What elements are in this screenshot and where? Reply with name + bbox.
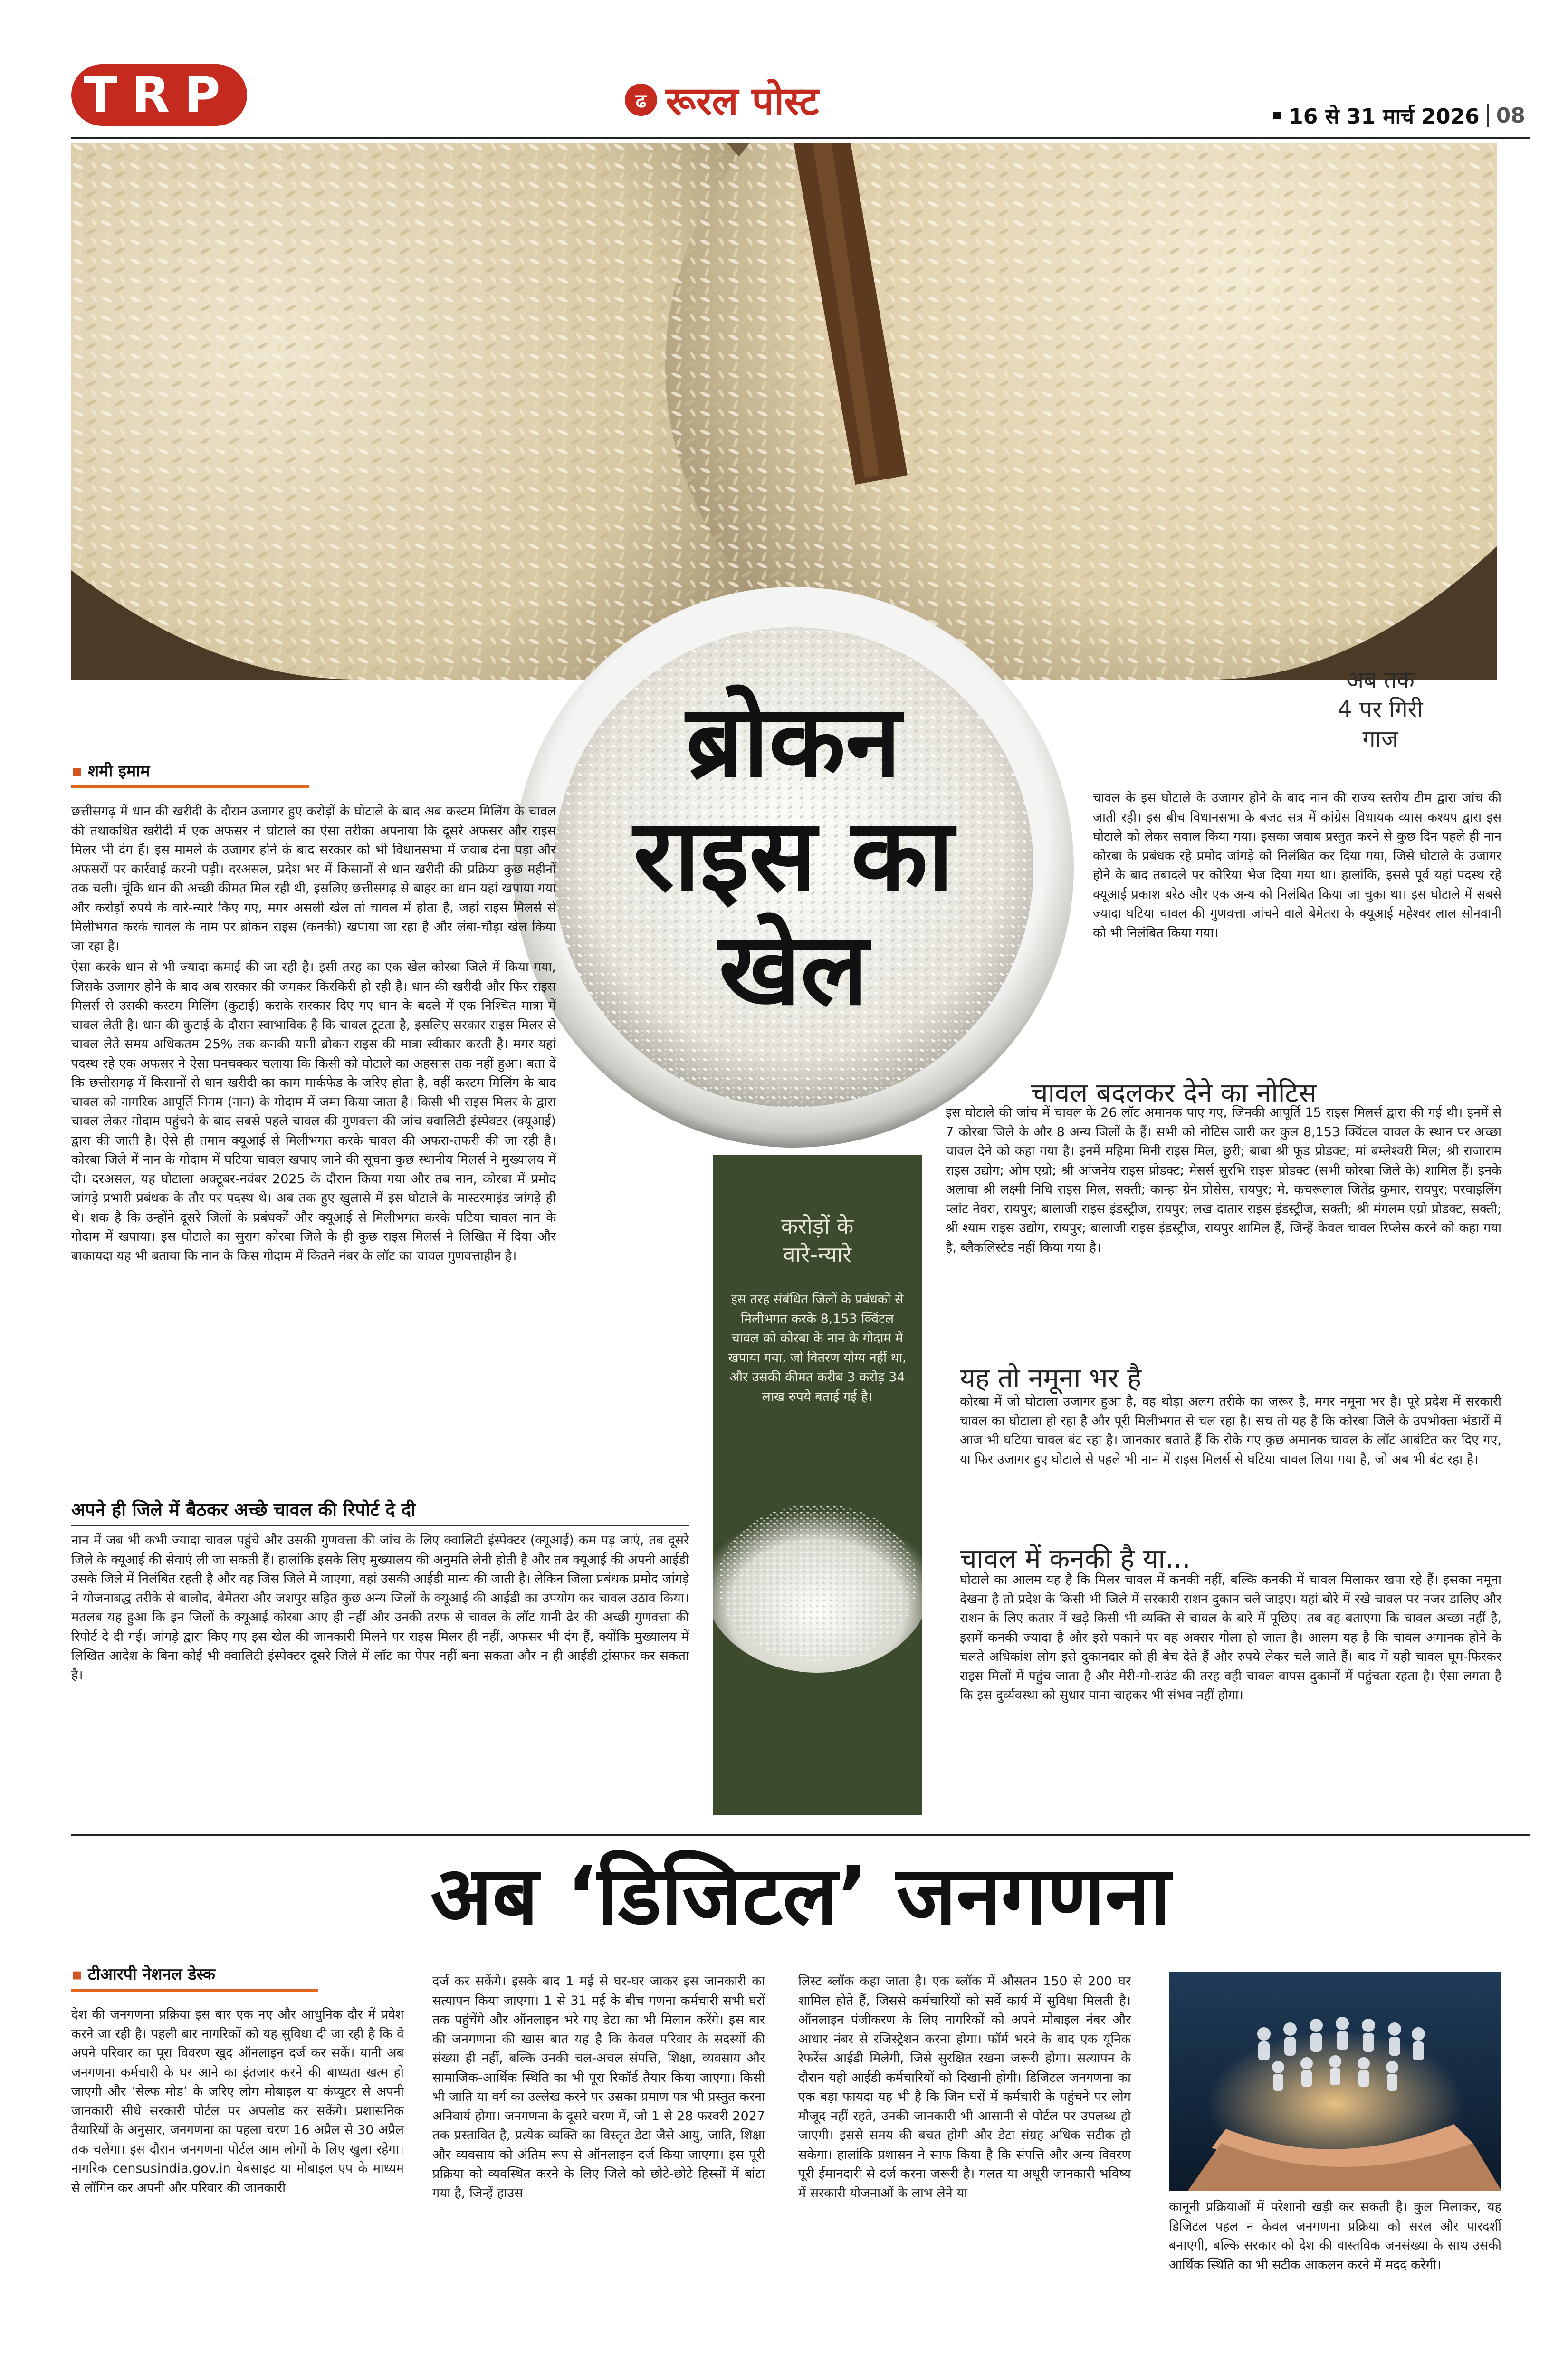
story2-col-4: कानूनी प्रक्रियाओं में परेशानी खड़ी कर सकती है। कुल मिलाकर, यह डिजिटल पहल न केवल जनगणना प्रक्रिया को सरल और पारदर्शी बनाएगी, बल्कि सरकार को देश की वास्तविक जनसंख्या के साथ उसकी आर्थिक स्थिति का भी सटीक आकलन करने में मदद करेगी। (1169, 2200, 1501, 2272)
paragraph: नान में जब भी कभी ज्यादा चावल पहुंचे और उसकी गुणवत्ता की जांच के लिए क्वालिटी इंस्पेक्टर (क्यूआई) कम पड़ जाएं, तब दूसरे जिले के क्यूआई की सेवाएं ली जा सकती हैं। हालांकि इसके लिए मुख्यालय की अनुमति लेनी होती है और तब क्यूआई की अपनी आईडी उसके जिले में निलंबित रहती है और वह जिस जिले में जाएगा, वहां उसकी आईडी मान्य की जाती है। लेकिन जिला प्रबंधक प्रमोद जांगड़े ने योजनाबद्ध तरीके से बालोद, बेमेतरा और जशपुर सहित कुछ अन्य जिलों के क्यूआई की आईडी का उपयोग कर चावल उठाव किया। मतलब यह हुआ कि इन जिलों के क्यूआई कोरबा आए ही नहीं और उनकी तरफ से चावल के लॉट यानी ढेर की अच्छी गुणवत्ता की रिपोर्ट दे दी गई। जांगड़े द्वारा किए गए इस खेल की जानकारी मिलने पर राइस मिलर ही नहीं, अफसर भी दंग हैं, क्योंकि मुख्यालय में लिखित आदेश के बिना कोई भी क्वालिटी इंस्पेक्टर दूसरे जिले में लॉट का पेपर नहीं बना सकता और न ही आईडी ट्रांसफर कर सकता है। (71, 1533, 689, 1683)
sidebar-title-line-2: वारे-न्यारे (783, 1242, 851, 1267)
photo-caption-line-1: अब तक (1346, 667, 1415, 693)
masthead-rule (71, 137, 1530, 139)
photo-caption-line-2: 4 पर गिरी (1338, 696, 1423, 723)
story1-left-text-2 (71, 1531, 689, 1687)
subhead-rule (71, 1525, 689, 1526)
trp-logo-text: TRP (84, 66, 235, 124)
story2-col-1: देश की जनगणना प्रक्रिया इस बार एक नए और आधुनिक दौर में प्रवेश करने जा रही है। पहली बार नागरिकों को यह सुविधा दी जा रही है कि वे अपने परिवार का पूरा विवरण खुद ऑनलाइन दर्ज कर सकें। यानी अब जनगणना कर्मचारी के घर आने का इंतजार करने की बाध्यता खत्म हो जाएगी और ‘सेल्फ मोड’ के जरिए लोग मोबाइल या कंप्यूटर से अपनी जानकारी सीधे सरकारी पोर्टल पर अपलोड कर सकेंगे। प्रशासनिक तैयारियों के अनुसार, जनगणना का पहला चरण 16 अप्रैल से 30 अप्रैल तक चलेगा। इस दौरान जनगणना पोर्टल आम लोगों के लिए खुला रहेगा। नागरिक censusindia.gov.in वेबसाइट या मोबाइल एप के माध्यम से लॉगिन कर अपनी और परिवार की जानकारी (71, 2007, 404, 2195)
sidebar-title (713, 1212, 922, 1269)
paragraph: छत्तीसगढ़ में धान की खरीदी के दौरान उजागर हुए करोड़ों के घोटाले के बाद अब कस्टम मिलिंग के चावल की तथाकथित खरीदी में एक अफसर ने घोटाले का ऐसा तरीका अपनाया कि दूसरे अफसर और राइस मिलर भी दंग हैं। इस मामले के उजागर होने के बाद सरकार को भी विधानसभा में जवाब देना पड़ा और अफसरों पर कार्रवाई करनी पड़ी। दरअसल, प्रदेश भर में किसानों से धान खरीदी की प्रक्रिया कुछ महीनों तक चली। चूंकि धान की अच्छी कीमत मिल रही थी, इसलिए छत्तीसगढ़ से बाहर का धान यहां खपाया गया और करोड़ों रुपये के वारे-न्यारे किए गए, मगर असली खेल तो चावल में होता है, जहां राइस मिलर्स से मिलीभगत करके चावल के नाम पर ब्रोकन राइस (कनकी) खपाया जा रहा है और लंबा-चौड़ा खेल किया जा रहा है। (71, 804, 556, 954)
story1-right-intro (1093, 789, 1501, 945)
paragraph: ऐसा करके धान से भी ज्यादा कमाई की जा रही है। इसी तरह का एक खेल कोरबा जिले में किया गया, जिसके उजागर होने के बाद अब सरकार की जमकर किरकिरी हो रही है। धान की खरीदी और फिर राइस मिलर्स से उसकी कस्टम मिलिंग (कुटाई) कराके सरकार दिए गए धान के बदले में एक निश्चित मात्रा में चावल लेती है। धान की कुटाई के दौरान स्वाभाविक है कि चावल टूटता है, इसलिए सरकार राइस मिलर से चावल लेते समय अधिकतम 25% तक कनकी यानी ब्रोकन राइस की मात्रा स्वीकार करती है। मगर यहां पदस्थ रहे एक अफसर ने ऐसा घनचक्कर चलाया कि किसी को घोटाले का अहसास तक नहीं हुआ। बता दें कि छत्तीसगढ़ में किसानों से धान खरीदी का काम मार्कफेड के जरिए होता है, वहीं कस्टम मिलिंग के बाद चावल को नागरिक आपूर्ति निगम (नान) के गोदाम में जमा किया जाता है। किसी भी राइस मिलर के द्वारा चावल लेकर गोदाम पहुंचने के बाद सबसे पहले चावल की गुणवत्ता की जांच क्वालिटी इंस्पेक्टर (क्यूआई) द्वारा की जाती है। ऐसे ही तमाम क्यूआई से मिलीभगत करके चावल की अफरा-तफरी की जा रही है। कोरबा जिले में नान के गोदाम में घटिया चावल खपाए जाने की सूचना कुछ स्थानीय मिलर्स ने मुख्यालय में दी। दरअसल, यह घोटाला अक्टूबर-नवंबर 2025 के दौरान किया गया और तब नान, कोरबा में प्रमोद जांगड़े प्रभारी प्रबंधक के तौर पर पदस्थ थे। अब तक हुए खुलासे में इस घोटाले के मास्टरमाइंड जांगड़े ही थे। शक है कि उन्होंने दूसरे जिलों के प्रबंधकों और क्यूआई से मिलीभगत करके घटिया चावल नान के गोदाम में खपाया। इस घोटाले का सुराग कोरबा जिले के ही कुछ राइस मिलर्स ने लिखित में दिया और बाकायदा यह भी बताया कि नान के किस गोदाम में कितने नंबर के लॉट का चावल गुणवत्ताहीन है। (71, 960, 556, 1264)
story1-right-text-2 (960, 1392, 1501, 1471)
trp-logo-badge (71, 64, 247, 126)
bullet-icon: ▪ (71, 1965, 83, 1984)
publication-name: रूरल पोस्ट (666, 79, 819, 124)
sidebar-box (713, 1155, 922, 1815)
issue-info (1216, 99, 1525, 132)
byline-rule (71, 1989, 318, 1992)
paragraph: चावल के इस घोटाले के उजागर होने के बाद नान की राज्य स्तरीय टीम द्वारा जांच की जाती रही। इस बीच विधानसभा के बजट सत्र में कांग्रेस विधायक व्यास कश्यप द्वारा इस घोटाले को लेकर सवाल किया गया। इसका जवाब प्रस्तुत करने से कुछ दिन पहले ही नान कोरबा के प्रबंधक रहे प्रमोद जांगड़े को निलंबित कर दिया गया, जिसे घोटाले के उजागर होने के बाद तबादले पर कोरिया भेज दिया गया था। हालांकि, इससे पूर्व यहां पदस्थ रहे क्यूआई प्रकाश बरेठ और एक अन्य को निलंबित किया जा चुका था। इस घोटाले में सबसे ज्यादा घटिया चावल की गुणवत्ता जांचने वाले बेमेतरा के क्यूआई महेश्वर लाल सोनवानी को भी निलंबित किया गया। (1093, 791, 1501, 940)
story2-byline (71, 1963, 432, 1992)
subhead-text: यह तो नमूना भर है (960, 1363, 1142, 1394)
bullet-icon (1273, 112, 1281, 119)
story1-right-text-1 (946, 1103, 1501, 1259)
story1-left-subhead (71, 1497, 689, 1526)
masthead (0, 0, 1568, 138)
subhead-text: अपने ही जिले में बैठकर अच्छे चावल की रिपोर्ट दे दी (71, 1499, 416, 1520)
census-photo (1169, 1972, 1501, 2191)
byline-rule (71, 785, 309, 788)
story2-col-3: लिस्ट ब्लॉक कहा जाता है। एक ब्लॉक में औसतन 150 से 200 घर शामिल होते हैं, जिससे कर्मचारियों को सर्वे कार्य में सुविधा मिलती है। ऑनलाइन पंजीकरण के लिए नागरिकों को अपने मोबाइल नंबर और आधार नंबर से रजिस्ट्रेशन करना होगा। फॉर्म भरने के बाद एक यूनिक रेफरेंस आईडी मिलेगी, जिसे सुरक्षित रखना जरूरी होगा। सत्यापन के दौरान यही आईडी कर्मचारियों को दिखानी होगी। डिजिटल जनगणना का एक बड़ा फायदा यह भी है कि जिन घरों में कर्मचारी के पहुंचने पर लोग मौजूद नहीं रहते, उनकी जानकारी भी आसानी से पोर्टल पर उपलब्ध हो जाएगी। इससे समय की बचत होगी और डेटा संग्रह अधिक सटीक हो सकेगा। हालांकि प्रशासन ने साफ किया है कि संपत्ति और अन्य विवरण पूरी ईमानदारी से दर्ज करना जरूरी है। गलत या अधूरी जानकारी भविष्य में सरकारी योजनाओं के लाभ लेने या (798, 1974, 1131, 2201)
sidebar-title-line-1: करोड़ों के (781, 1213, 854, 1239)
issue-divider (1487, 104, 1489, 127)
story2-col-2: दर्ज कर सकेंगे। इसके बाद 1 मई से घर-घर जाकर इस जानकारी का सत्यापन किया जाएगा। 1 से 31 मई के बीच गणना कर्मचारी सभी घरों तक पहुंचेंगे और ऑनलाइन भरे गए डेटा का भी मिलान करेंगे। इस बार की जनगणना की खास बात यह है कि केवल परिवार के सदस्यों की संख्या ही नहीं, बल्कि उनकी चल-अचल संपत्ति, शिक्षा, व्यवसाय और सामाजिक-आर्थिक स्थिति का भी पूरा रिकॉर्ड तैयार किया जाएगा। किसी भी जाति या वर्ग का उल्लेख करने पर उसका प्रमाण पत्र भी प्रस्तुत करना अनिवार्य होगा। जनगणना के दूसरे चरण में, जो 1 से 28 फरवरी 2027 तक प्रस्तावित है, प्रत्येक व्यक्ति का विस्तृत डेटा जैसे आयु, जाति, शिक्षा और व्यवसाय को अंतिम रूप से ऑनलाइन दर्ज किया जाएगा। इस पूरी प्रक्रिया को व्यवस्थित करने के लिए जिले को छोटे-छोटे हिस्सों में बांटा गया है, जिन्हें हाउस (432, 1974, 765, 2201)
publication-title[interactable] (625, 71, 957, 128)
story1-headline (542, 684, 1045, 1026)
story1-left-text (71, 802, 556, 1268)
issue-date: 16 से 31 मार्च 2026 (1289, 105, 1480, 129)
paragraph: घोटाले का आलम यह है कि मिलर चावल में कनकी नहीं, बल्कि कनकी में चावल मिलाकर खपा रहे हैं। इसका नमूना देखना है तो प्रदेश के किसी भी जिले में सरकारी राशन दुकान चले जाइए। यहां बोरे में रखे चावल पर नजर डालिए और राशन के लिए कतार में खड़े किसी भी व्यक्ति से चावल के बारे में पूछिए। तब वह बताएगा कि चावल अच्छा नहीं है, इसमें कनकी ज्यादा है और इसे पकाने पर वह अक्सर गीला हो जाता है। आलम यह है कि चावल अमानक होने के चलते अधिकांश लोग इसे दुकानदार को ही बेच देते हैं और रुपये लेकर चले जाते हैं। बाद में यही चावल घूम-फिरकर राइस मिलों में पहुंच जाता है और मेरी-गो-राउंड की तरह वही चावल वापस दुकानों में पहुंचता रहता है। ऐसा लगता है कि इस दुर्व्यवस्था को सुधार पाना चाहकर भी संभव नहीं होगा। (960, 1572, 1501, 1703)
paragraph: इस घोटाले की जांच में चावल के 26 लॉट अमानक पाए गए, जिनकी आपूर्ति 15 राइस मिलर्स द्वारा की गई थी। इनमें से 7 कोरबा जिले के और 8 अन्य जिलों के हैं। सभी को नोटिस जारी कर कुल 8,153 क्विंटल चावल के स्थान पर अच्छा चावल देने को कहा गया है। इनमें महिमा मिनी राइस मिल, छुरी; बाबा श्री फूड प्रोडक्ट; मां बम्लेश्वरी मिल; श्री राजाराम राइस उद्योग; ओम एग्रो; श्री आंजनेय राइस प्रोडक्ट; मेसर्स सुरभि राइस प्रोडक्ट (सभी कोरबा जिले के) शामिल हैं। इनके अलावा श्री लक्ष्मी निधि राइस मिल, सक्ती; कान्हा ग्रेन प्रोसेस, रायपुर; मे. कचरूलाल जितेंद्र कुमार, रायपुर; परवाइलिंग प्लांट नेवरा, रायपुर; बालाजी राइस इंडस्ट्रीज, रायपुर; लख दातार राइस इंडस्ट्रीज, सक्ती; श्री मंगलम एग्रो प्रोडक्ट, सक्ती; श्री श्याम राइस उद्योग, रायपुर; बालाजी राइस इंडस्ट्रीज, रायपुर शामिल हैं, जिन्हें केवल चावल रिप्लेस करने को कहा गया है, ब्लैकलिस्टेड नहीं किया गया है। (946, 1105, 1501, 1255)
subhead-text: चावल में कनकी है या... (960, 1543, 1191, 1574)
census-hand-people-image (1169, 1972, 1501, 2191)
byline-row (71, 759, 442, 781)
byline-row (71, 1963, 432, 1984)
story1-right-subhead-2 (960, 1359, 1501, 1395)
page-number: 08 (1496, 103, 1525, 128)
story1-byline (71, 759, 442, 788)
story1-right-text-3 (960, 1571, 1501, 1707)
broken-rice-pile-image (713, 1426, 922, 1673)
photo-caption-line-3: गाज (1362, 726, 1398, 752)
paragraph: कोरबा में जो घोटाला उजागर हुआ है, वह थोड़ा अलग तरीके का जरूर है, मगर नमूना भर है। पूरे प्रदेश में सरकारी चावल का घोटाला हो रहा है और पूरी मिलीभगत से चल रहा है। सच तो यह है कि कोरबा जिले के उपभोक्ता भंडारों में आज भी घटिया चावल बंट रहा है। जानकार बताते हैं कि रोके गए कुछ अमानक चावल के लॉट आबंटित कर दिए गए, या फिर उजागर हुए घोटाले से पहले भी नान में राइस मिलर्स से घटिया चावल लिया गया है, जो अब भी बंट रहा है। (960, 1394, 1501, 1467)
trp-logo[interactable] (71, 64, 252, 131)
story-separator (71, 1834, 1530, 1836)
byline-author: टीआरपी नेशनल डेस्क (88, 1965, 215, 1984)
publication-emblem-icon: ढ (625, 84, 657, 116)
story2-headline: अब ‘डिजिटल’ जनगणना (430, 1849, 1171, 1943)
bullet-icon: ▪ (71, 762, 83, 781)
photo-caption (1316, 665, 1444, 754)
byline-author: शमी इमाम (88, 762, 150, 781)
headline-line-2: राइस का (633, 797, 954, 913)
sidebar-text: इस तरह संबंधित जिलों के प्रबंधकों से मिलीभगत करके 8,153 क्विंटल चावल को कोरबा के नान के गोदाम में खपाया गया, जो वितरण योग्य नहीं था, और उसकी कीमत करीब 3 करोड़ 34 लाख रुपये बताई गई है। (728, 1292, 907, 1404)
headline-line-3: खेल (718, 911, 869, 1027)
subhead-text: चावल बदलकर देने का नोटिस (1031, 1078, 1317, 1109)
headline-line-1: ब्रोकन (686, 683, 901, 799)
